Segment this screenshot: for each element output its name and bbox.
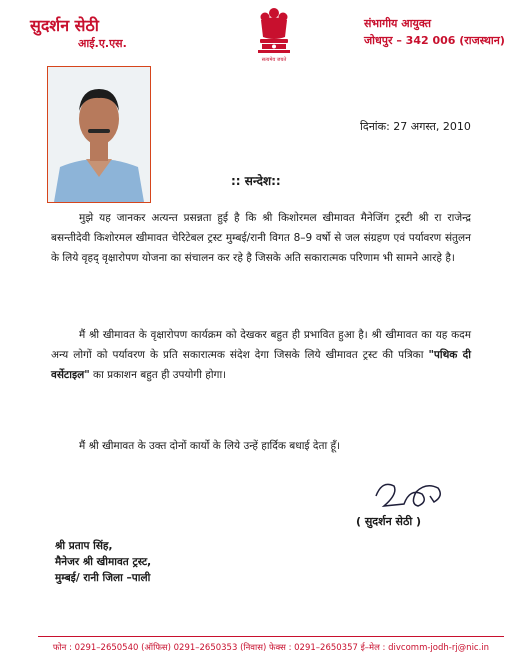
signatory-name: ( सुदर्शन सेठी )	[356, 515, 422, 528]
recipient-block	[55, 538, 151, 586]
body-paragraph	[51, 208, 471, 268]
recipient-line: मैनेजर श्री खीमावत ट्रस्ट,	[55, 556, 152, 568]
letter-subject: :: सन्देश::	[231, 174, 281, 188]
body-paragraph	[51, 325, 471, 385]
handwritten-signature	[368, 474, 452, 518]
body-paragraph	[51, 436, 471, 456]
recipient-line: मुम्बई/ रानी जिला –पाली	[55, 572, 151, 584]
body-paragraph-text: मुझे यह जानकर अत्यन्त प्रसन्नता हुई है कि श्री किशोरमल खीमावत मैनेजिंग ट्रस्टी श्री रा राजेन्द्र बसन्तीदेवी किशोरमल खीमावत चेरिटेबल ट्रस्ट मुम्बई/रानी विगत 8–9 वर्षो से जल संग्रहण एवं पर्यावरण संतुलन के लिये वृहद् वृक्षारोपण योजना का संचालन कर रहे है जिसके अति सकारात्मक परिणाम भी सामने आरहे है।	[51, 212, 471, 264]
footer-divider	[38, 636, 504, 637]
letter-date: दिनांक: 27 अगस्त, 2010	[360, 120, 471, 133]
sender-name: सुदर्शन सेठी	[30, 16, 99, 35]
magazine-name: "पथिक दी वर्सेटाइल"	[51, 349, 471, 381]
body-paragraph-text: मैं श्री खीमावत के वृक्षारोपण कार्यक्रम को देखकर बहुत ही प्रभावित हुआ है। श्री खीमावत का यह कदम अन्य लोगों को पर्यावरण के प्रति सकारात्मक संदेश देगा जिसके लिये खीमावत ट्रस्ट की पत्रिका	[51, 329, 471, 361]
body-paragraph-text: मैं श्री खीमावत के उक्त दोनों कार्यो के लिये उन्हें हार्दिक बधाई देता हूँ।	[79, 440, 341, 452]
portrait-photo	[47, 66, 151, 203]
footer-contact: फोन : 0291–2650540 (ऑफिस) 0291–2650353 (निवास) फेक्स : 0291–2650357 ई–मेल : divcomm-jodh-rj@nic.in	[52, 643, 490, 653]
body-paragraph-text: का प्रकाशन बहुत ही उपयोगी होगा।	[93, 369, 227, 381]
recipient-line: श्री प्रताप सिंह,	[55, 540, 113, 552]
sender-address: जोधपुर – 342 006 (राजस्थान)	[364, 34, 505, 47]
state-emblem-icon	[252, 4, 296, 64]
emblem-motto: सत्यमेव जयते	[261, 57, 287, 63]
sender-qualification: आई.ए.एस.	[78, 37, 127, 50]
sender-designation: संभागीय आयुक्त	[364, 17, 432, 30]
